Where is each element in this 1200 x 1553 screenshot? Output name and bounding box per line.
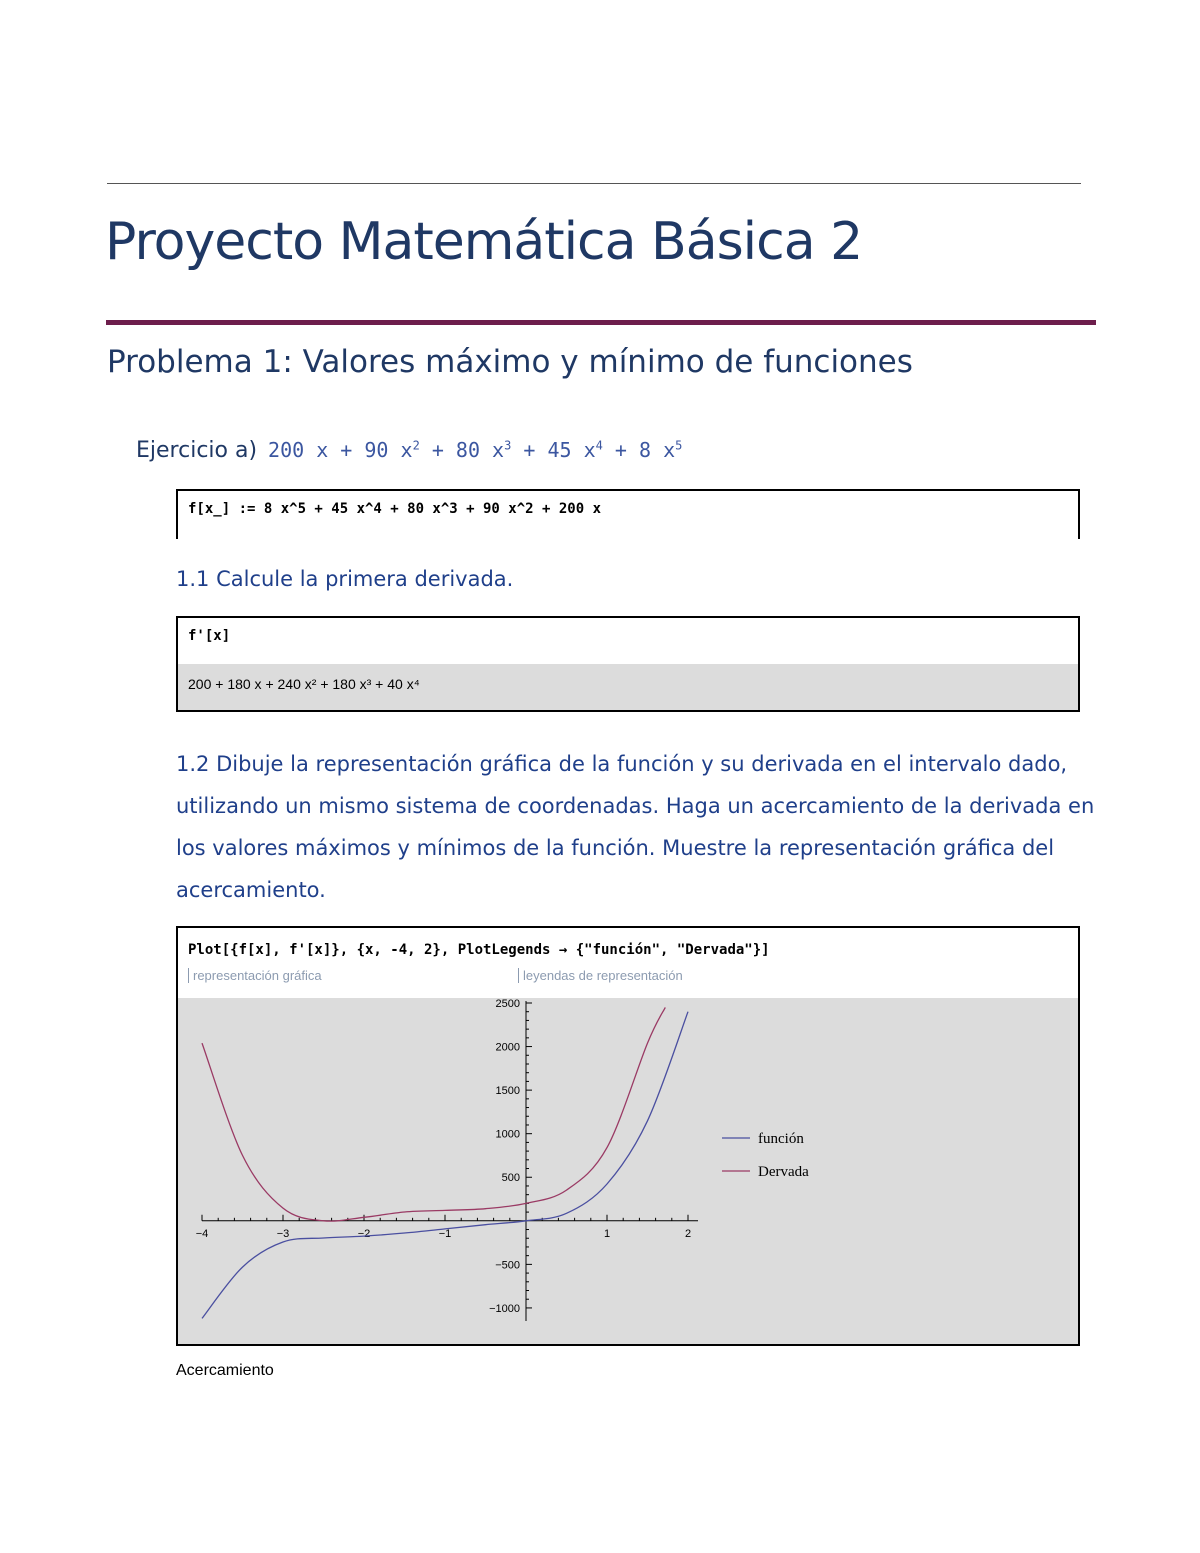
x-tick-label: 2 bbox=[684, 1227, 692, 1240]
exercise-label: Ejercicio a) bbox=[136, 438, 258, 463]
exercise-line bbox=[136, 438, 682, 463]
series-line-funcion bbox=[202, 1012, 688, 1319]
step-1-text: 1.1 Calcule la primera derivada. bbox=[176, 567, 514, 591]
title-divider bbox=[106, 320, 1096, 325]
legend-label: Dervada bbox=[758, 1164, 809, 1180]
cell-output: 200 + 180 x + 240 x² + 180 x³ + 40 x⁴ bbox=[178, 664, 1078, 710]
cell-input[interactable]: Plot[{f[x], f'[x]}, {x, -4, 2}, PlotLegends → {"función", "Dervada"}] bbox=[178, 928, 1078, 968]
y-tick-label: −1000 bbox=[489, 1302, 520, 1315]
y-tick-label: 1000 bbox=[495, 1128, 520, 1141]
y-tick-label: 500 bbox=[501, 1172, 520, 1185]
x-tick-label: 1 bbox=[603, 1227, 611, 1240]
x-tick-label: −4 bbox=[195, 1227, 209, 1240]
legend-label: función bbox=[758, 1131, 804, 1147]
step-2-text: 1.2 Dibuje la representación gráfica de la función y su derivada en el intervalo dado, utilizando un mismo sistema de coordenadas. Haga un acercamiento de la derivada en los valores máximos y mínimos de la función. Muestre la representación gráfica del acercamiento. bbox=[176, 752, 1095, 902]
hint-plot: representación gráfica bbox=[188, 968, 322, 983]
top-rule bbox=[107, 183, 1081, 184]
x-tick-label: −3 bbox=[276, 1227, 290, 1240]
y-tick-label: 2500 bbox=[495, 998, 520, 1010]
page-title: Proyecto Matemática Básica 2 bbox=[105, 212, 863, 272]
input-cell-definition[interactable] bbox=[176, 489, 1080, 539]
x-tick-label: −2 bbox=[357, 1227, 371, 1240]
y-tick-label: 1500 bbox=[495, 1085, 520, 1098]
cell-input[interactable]: f'[x] bbox=[178, 618, 1078, 664]
cell-input[interactable]: f[x_] := 8 x^5 + 45 x^4 + 80 x^3 + 90 x^2 + 200 x bbox=[178, 491, 1078, 527]
input-cell-derivative[interactable] bbox=[176, 616, 1080, 712]
series-line-derivada bbox=[202, 1007, 665, 1221]
x-tick-label: −1 bbox=[438, 1227, 452, 1240]
exercise-expression: 200 x + 90 $x^2 + 80$ $x^3 + 45$ $x^4 + 8$ $x^5$ bbox=[268, 438, 683, 462]
closing-text: Acercamiento bbox=[176, 1362, 274, 1379]
function-chart bbox=[178, 998, 1078, 1344]
problem-heading: Problema 1: Valores máximo y mínimo de funciones bbox=[107, 344, 913, 380]
y-tick-label: 2000 bbox=[495, 1041, 520, 1054]
plot-output bbox=[178, 998, 1078, 1344]
y-tick-label: −500 bbox=[495, 1259, 520, 1272]
plot-cell[interactable] bbox=[176, 926, 1080, 1346]
hint-legend: leyendas de representación bbox=[518, 968, 683, 983]
